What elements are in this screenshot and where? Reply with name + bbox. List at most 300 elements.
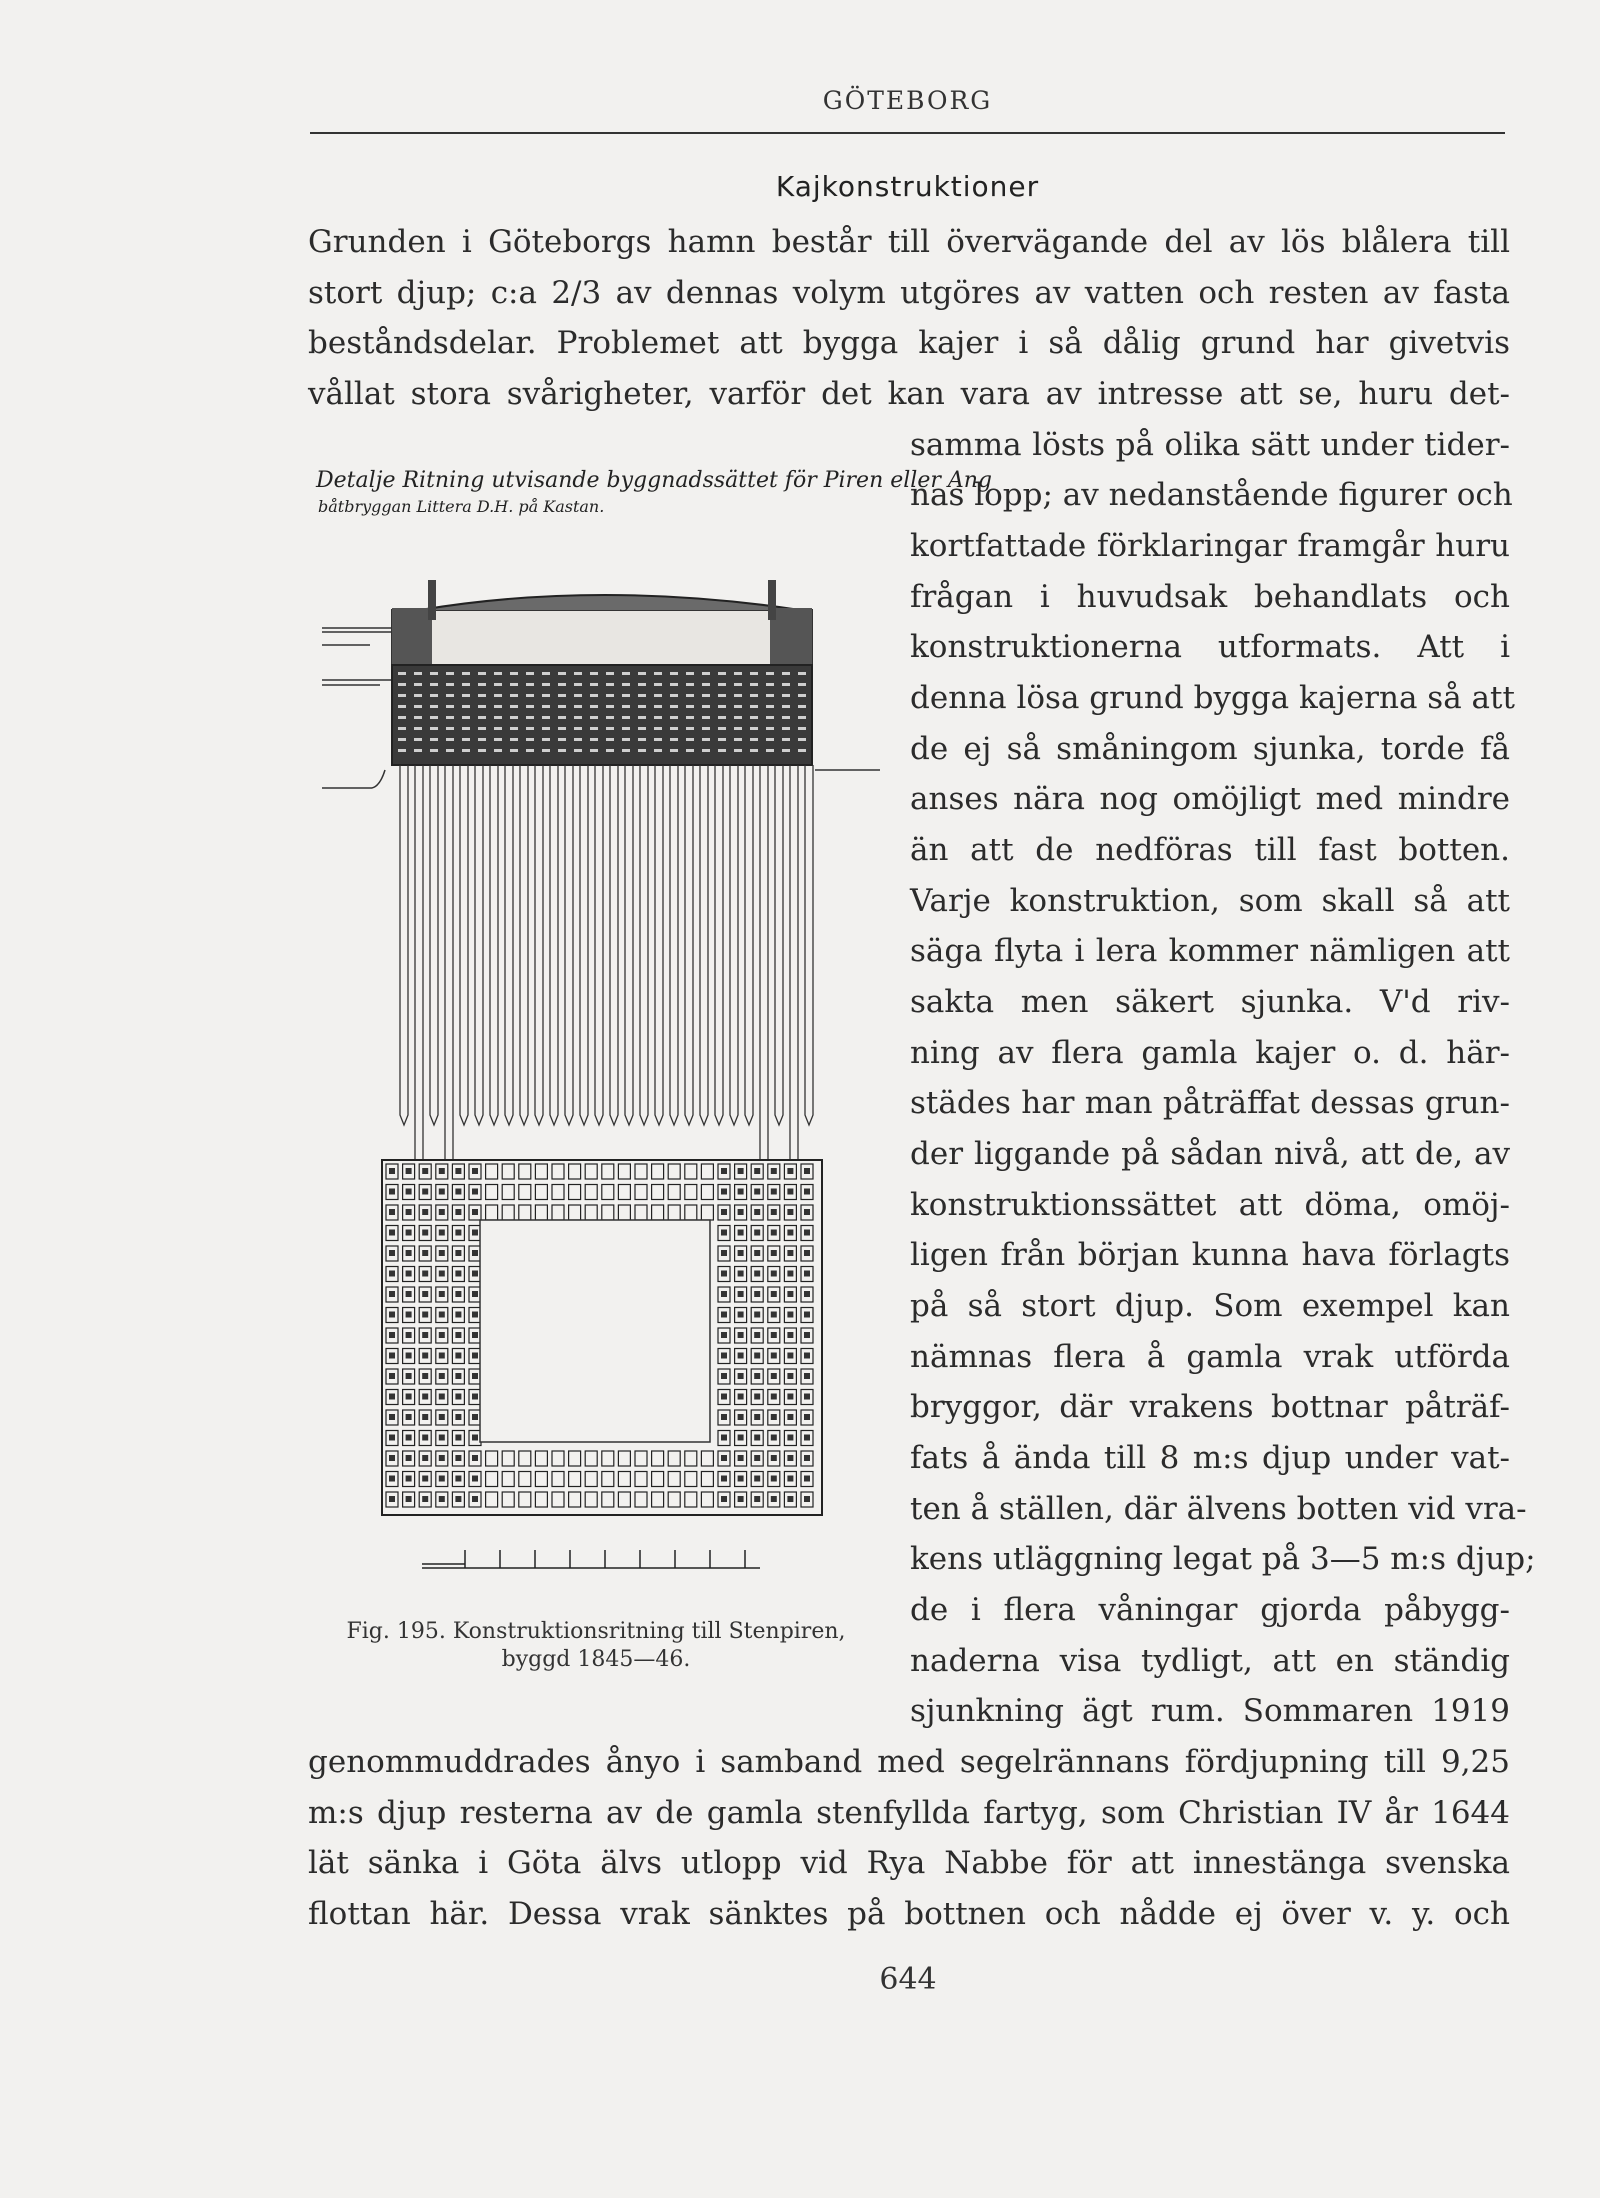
plan-cell-fill [754,1455,760,1461]
crib-dash [718,738,726,741]
plan-cell-fill [389,1435,395,1441]
plan-cell-fill [771,1230,777,1236]
plan-cell-fill [406,1291,412,1297]
crib-dash [398,716,406,719]
plan-cell-fill [787,1209,793,1215]
plan-cell-fill [721,1168,727,1174]
plan-cell-fill [455,1271,461,1277]
plan-cell-fill [406,1230,412,1236]
crib-dash [606,716,614,719]
crib-dash [702,694,710,697]
crib-dash [526,738,534,741]
plan-cell-fill [422,1168,428,1174]
crib-dash [638,705,646,708]
crib-dash [766,683,774,686]
crib-dash [478,738,486,741]
plan-cell-fill [738,1353,744,1359]
caption-line: byggd 1845—46. [501,1647,691,1672]
plan-cell-fill [455,1209,461,1215]
plan-cell-fill [771,1435,777,1441]
crib-dash [750,683,758,686]
text-line: lät sänka i Göta älvs utlopp vid Rya Nabbe för att innestänga svenska [308,1845,1510,1881]
plan-cell-fill [787,1312,793,1318]
crib-dash [414,749,422,752]
plan-cell-fill [804,1394,810,1400]
crib-dash [430,672,438,675]
plan-cell-fill [455,1394,461,1400]
pile [565,765,573,1125]
plan-cell-fill [422,1312,428,1318]
plan-cell-fill [738,1312,744,1318]
crib-dash [510,683,518,686]
plan-cell-fill [406,1168,412,1174]
plan-cell-fill [406,1414,412,1420]
plan-cell-fill [787,1168,793,1174]
plan-cell-fill [771,1414,777,1420]
plan-cell-fill [422,1189,428,1195]
construction-drawing [300,560,900,1600]
crib-dash [766,694,774,697]
plan-cell-fill [721,1435,727,1441]
crib-dash [494,672,502,675]
crib-dash [798,716,806,719]
plan-cell-fill [721,1291,727,1297]
text-line: stort djup; c:a 2/3 av dennas volym utgöres av vatten och resten av fasta [308,275,1510,311]
crib-dash [798,672,806,675]
plan-cell-fill [406,1394,412,1400]
crib-dash [574,727,582,730]
crib-dash [702,672,710,675]
plan-cell-fill [422,1394,428,1400]
pile [715,765,723,1125]
plan-cell-fill [455,1250,461,1256]
crib-dash [462,683,470,686]
text-line: vållat stora svårigheter, varför det kan vara av intresse att se, huru det- [308,376,1510,412]
pile [640,765,648,1125]
crib-dash [574,683,582,686]
plan-cell-fill [787,1250,793,1256]
plan-cell-fill [406,1312,412,1318]
text-line: än att de nedföras till fast botten. [910,832,1510,868]
plan-cell-fill [455,1353,461,1359]
plan-cell-fill [787,1435,793,1441]
crib-dash [686,705,694,708]
plan-cell-fill [721,1332,727,1338]
plan-cell-fill [389,1230,395,1236]
crib-dash [526,672,534,675]
plan-cell-fill [721,1230,727,1236]
plan-cell-fill [754,1414,760,1420]
crib-dash [478,705,486,708]
plan-cell-fill [754,1353,760,1359]
plan-cell-fill [804,1353,810,1359]
plan-cell-fill [754,1476,760,1482]
crib-dash [782,716,790,719]
pile [550,765,558,1125]
crib-dash [686,672,694,675]
plan-cell-fill [804,1209,810,1215]
plan-cell-fill [738,1168,744,1174]
pile [670,765,678,1125]
crib-dash [686,716,694,719]
plan-cell-fill [787,1476,793,1482]
crib-dash [638,672,646,675]
crib-dash [654,716,662,719]
plan-cell-fill [787,1230,793,1236]
crib-dash [734,683,742,686]
plan-cell-fill [754,1209,760,1215]
plan-cell-fill [804,1291,810,1297]
plan-cell-fill [804,1476,810,1482]
crib-dash [446,727,454,730]
crib-dash [670,683,678,686]
crib-dash [574,672,582,675]
crib-dash [494,727,502,730]
crib-dash [734,694,742,697]
pile [520,765,528,1125]
crib-dash [446,749,454,752]
drawing-title-line: båtbryggan Littera D.H. på Kastan. [318,497,605,516]
figure-caption [306,1618,886,1674]
plan-cell-fill [754,1168,760,1174]
crib-dash [622,727,630,730]
crib-dash [526,716,534,719]
pile [490,765,498,1125]
plan-cell-fill [422,1455,428,1461]
plan-cell-fill [389,1189,395,1195]
plan-cell-fill [439,1271,445,1277]
text-line: nämnas flera å gamla vrak utförda [910,1339,1510,1375]
plan-cell-fill [439,1230,445,1236]
crib-dash [542,672,550,675]
plan-cell-fill [389,1332,395,1338]
crib-dash [686,694,694,697]
plan-cell-fill [738,1435,744,1441]
crib-dash [734,705,742,708]
text-line: flottan här. Dessa vrak sänktes på bottnen och nådde ej över v. y. och [308,1896,1510,1932]
crib-dash [462,705,470,708]
crib-dash [446,705,454,708]
crib-dash [798,683,806,686]
crib-dash [414,683,422,686]
text-line: kens utläggning legat på 3—5 m:s djup; [910,1541,1536,1577]
plan-cell-fill [406,1435,412,1441]
plan-cell-fill [455,1230,461,1236]
crib-dash [622,738,630,741]
text-line: de ej så småningom sjunka, torde få [910,731,1510,767]
plan-cell-fill [439,1250,445,1256]
crib-dash [702,683,710,686]
plan-cell-fill [721,1250,727,1256]
crib-dash [398,672,406,675]
plan-cell-fill [738,1209,744,1215]
crib-dash [494,749,502,752]
plan-cell-fill [721,1353,727,1359]
plan-cell-fill [754,1394,760,1400]
crib-dash [654,749,662,752]
crib-dash [654,694,662,697]
pile [700,765,708,1125]
crib-dash [702,705,710,708]
crib-dash [638,694,646,697]
plan-view [382,1160,822,1515]
crib-dash [606,672,614,675]
crib-dash [750,705,758,708]
text-line: denna lösa grund bygga kajerna så att [910,680,1515,716]
crib-dash [590,727,598,730]
drawing-title [316,468,992,516]
crib-dash [574,705,582,708]
crib-dash [462,672,470,675]
plan-cell-fill [804,1496,810,1502]
plan-cell-fill [406,1496,412,1502]
crib-dash [622,683,630,686]
plan-cell-fill [804,1332,810,1338]
crib-dash [670,672,678,675]
crib-dash [510,727,518,730]
crib-dash [654,738,662,741]
crib-dash [734,738,742,741]
plan-cell-fill [787,1189,793,1195]
plan-cell-fill [422,1476,428,1482]
crib-dash [670,705,678,708]
text-line: städes har man påträffat dessas grun- [910,1085,1510,1121]
crib-dash [574,694,582,697]
plan-cell-fill [754,1189,760,1195]
crib-dash [526,683,534,686]
plan-cell-fill [455,1435,461,1441]
crib-dash [478,727,486,730]
crib-dash [686,683,694,686]
crib-dash [782,672,790,675]
crib-dash [430,727,438,730]
crib-dash [462,694,470,697]
plan-cell-fill [472,1455,478,1461]
crib-dash [590,749,598,752]
crib-dash [702,749,710,752]
crib-dash [558,716,566,719]
crib-dash [654,705,662,708]
plan-cell-fill [771,1271,777,1277]
crib-dash [414,727,422,730]
crib-dash [494,716,502,719]
plan-cell-fill [804,1168,810,1174]
text-line: ten å ställen, där älvens botten vid vra- [910,1491,1527,1527]
crib-dash [654,683,662,686]
crib-dash [718,683,726,686]
plan-cell-fill [439,1476,445,1482]
plan-cell-fill [787,1353,793,1359]
crib-dash [430,683,438,686]
crib-dash [414,738,422,741]
plan-cell-fill [721,1373,727,1379]
pier-section [392,580,812,765]
crib-dash [606,738,614,741]
crib-dash [590,705,598,708]
text-line: beståndsdelar. Problemet att bygga kajer i så dålig grund har givetvis [308,325,1510,361]
text-line: sakta men säkert sjunka. V'd riv- [910,984,1510,1020]
crib-dash [558,683,566,686]
pile [655,765,663,1125]
crib-dash [590,672,598,675]
plan-cell-fill [439,1435,445,1441]
pile [430,765,438,1125]
plan-cell-fill [406,1271,412,1277]
plan-cell-fill [389,1353,395,1359]
crib-dash [430,738,438,741]
crib-dash [750,716,758,719]
plan-cell-fill [422,1496,428,1502]
plan-cell-fill [406,1476,412,1482]
text-line: fats å ända till 8 m:s djup under vat- [910,1440,1510,1476]
plan-cell-fill [472,1394,478,1400]
plan-cell-fill [455,1189,461,1195]
crib-dash [766,738,774,741]
plan-cell-fill [787,1332,793,1338]
crib-dash [718,749,726,752]
text-line: konstruktionssättet att döma, omöj- [910,1187,1510,1223]
plan-cell-fill [389,1476,395,1482]
crib-dash [718,672,726,675]
plan-cell-fill [439,1209,445,1215]
plan-cell-fill [787,1394,793,1400]
plan-cell-fill [472,1312,478,1318]
plan-cell-fill [389,1394,395,1400]
crib-dash [398,683,406,686]
crib-dash [670,694,678,697]
plan-cell-fill [439,1332,445,1338]
drawing-title-line: Detalje Ritning utvisande byggnadssättet för Piren eller Ang [316,468,992,493]
crib-dash [798,749,806,752]
plan-cell-fill [472,1168,478,1174]
plan-cell-fill [721,1189,727,1195]
plan-cell-fill [439,1455,445,1461]
plan-cell-fill [721,1476,727,1482]
crib-dash [750,727,758,730]
crib-dash [654,727,662,730]
plan-cell-fill [738,1496,744,1502]
pile [505,765,513,1125]
crib-dash [542,683,550,686]
crib-dash [430,749,438,752]
plan-cell-fill [771,1291,777,1297]
plan-cell-fill [439,1189,445,1195]
caption-line: Fig. 195. Konstruktionsritning till Stenpiren, [346,1619,846,1644]
crib-dash [718,694,726,697]
crib-dash [398,727,406,730]
plan-cell-fill [472,1250,478,1256]
pile [685,765,693,1125]
plan-cell-fill [439,1496,445,1502]
pile [400,765,408,1125]
plan-cell-fill [455,1414,461,1420]
crib-dash [606,727,614,730]
text-line: der liggande på sådan nivå, att de, av [910,1136,1510,1172]
crib-dash [686,738,694,741]
text-line: Varje konstruktion, som skall så att [910,883,1510,919]
plan-cell-fill [472,1476,478,1482]
plan-cell-fill [738,1455,744,1461]
plan-cell-fill [389,1414,395,1420]
plan-cell-fill [771,1373,777,1379]
plan-cell-fill [455,1168,461,1174]
crib-dash [782,683,790,686]
crib-dash [542,716,550,719]
plan-cell-fill [771,1455,777,1461]
plan-cell-fill [721,1209,727,1215]
plan-cell-fill [422,1209,428,1215]
plan-cell-fill [804,1189,810,1195]
crib-dash [702,738,710,741]
crib-dash [718,727,726,730]
pile [610,765,618,1125]
plan-cell-fill [472,1414,478,1420]
plan-cell-fill [455,1373,461,1379]
pile [730,765,738,1125]
pile [460,765,468,1125]
plan-cell-fill [472,1496,478,1502]
crib-dash [430,716,438,719]
crib-dash [606,749,614,752]
crib-dash [398,694,406,697]
crib-dash [734,727,742,730]
crib-dash [798,727,806,730]
crib-dash [494,683,502,686]
text-line: genommuddrades ånyo i samband med segelrännans fördjupning till 9,25 [308,1744,1510,1780]
crib-dash [766,705,774,708]
plan-cell-fill [389,1271,395,1277]
crib-dash [446,694,454,697]
plan-cell-fill [754,1373,760,1379]
plan-cell-fill [787,1373,793,1379]
plan-cell-fill [472,1271,478,1277]
crib-dash [494,694,502,697]
section-title: Kajkonstruktioner [775,170,1040,203]
crib-dash [558,738,566,741]
plan-cell-fill [472,1209,478,1215]
crib-dash [654,672,662,675]
plan-cell-fill [422,1291,428,1297]
crib-dash [798,738,806,741]
plan-cell-fill [771,1394,777,1400]
crib-dash [510,738,518,741]
pile [625,765,633,1125]
plan-cell-fill [472,1435,478,1441]
crib-dash [478,683,486,686]
text-line: samma lösts på olika sätt under tider- [910,427,1510,463]
crib-dash [702,727,710,730]
crib-dash [462,749,470,752]
crib-dash [638,683,646,686]
crib-dash [526,705,534,708]
crib-dash [526,727,534,730]
text-line: anses nära nog omöjligt med mindre [910,781,1510,817]
plan-cell-fill [389,1209,395,1215]
crib-dash [478,749,486,752]
text-line: nas lopp; av nedanstående figurer och [910,477,1513,513]
crib-dash [798,705,806,708]
plan-cell-fill [472,1353,478,1359]
plan-cell-fill [804,1435,810,1441]
plan-cell-fill [472,1332,478,1338]
crib-dash [766,672,774,675]
plan-cell-fill [406,1373,412,1379]
crib-dash [446,683,454,686]
crib-dash [542,705,550,708]
plan-cell-fill [422,1373,428,1379]
plan-cell-fill [771,1476,777,1482]
plan-cell-fill [738,1230,744,1236]
